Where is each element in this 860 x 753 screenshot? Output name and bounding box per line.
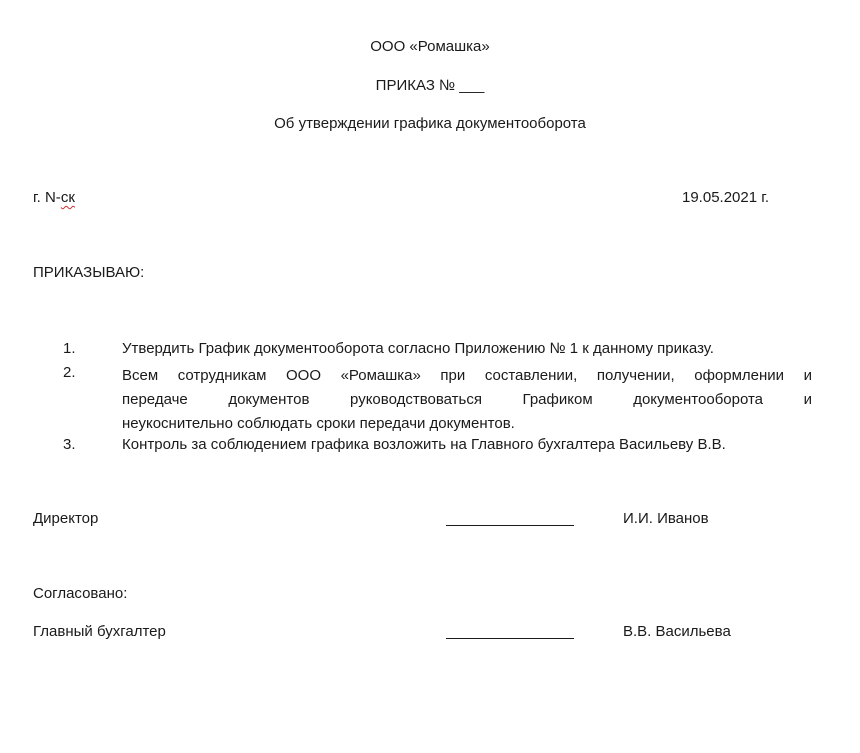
accountant-signature-line [446, 638, 574, 639]
approved-label: Согласовано: [33, 585, 128, 602]
list-item-text [122, 364, 812, 436]
accountant-role: Главный бухгалтер [33, 623, 166, 640]
director-name: И.И. Иванов [623, 510, 709, 527]
list-item-number: 2. [63, 364, 76, 381]
director-signature-line [446, 525, 574, 526]
order-title: ПРИКАЗ № ___ [375, 77, 485, 94]
list-item [0, 364, 860, 436]
list-item-number: 1. [63, 340, 76, 357]
directive-heading: ПРИКАЗЫВАЮ: [33, 264, 145, 281]
organization-name: ООО «Ромашка» [370, 38, 490, 55]
list-item-line: Всем сотрудникам ООО «Ромашка» при составлении, получении, оформлении и [122, 367, 812, 384]
order-subject: Об утверждении графика документооборота [274, 115, 586, 132]
order-date: 19.05.2021 г. [682, 189, 770, 206]
director-role: Директор [33, 510, 99, 527]
place [33, 189, 75, 207]
list-item-text [122, 340, 812, 358]
place-prefix: г. N- [33, 189, 61, 206]
accountant-name: В.В. Васильева [623, 623, 731, 640]
list-item-text [122, 436, 812, 454]
list-item-line: Контроль за соблюдением графика возложить на Главного бухгалтера Васильеву В.В. [122, 436, 726, 453]
place-suffix-spellcheck: ск [60, 189, 75, 206]
list-item-line: передаче документов руководствоваться Графиком документооборота и [122, 391, 812, 408]
list-item-line: неукоснительно соблюдать сроки передачи документов. [122, 415, 515, 432]
list-item-number: 3. [63, 436, 76, 453]
list-item-line: Утвердить График документооборота согласно Приложению № 1 к данному приказу. [122, 340, 714, 357]
